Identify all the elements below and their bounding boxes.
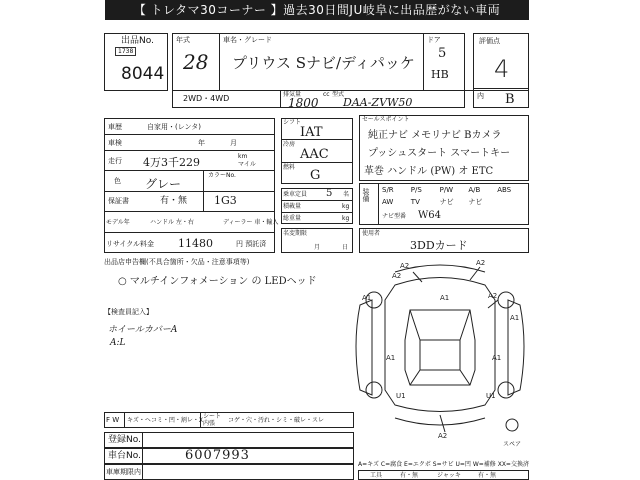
notes-label: 出品店申告欄(不具合箇所・欠品・注意事項等): [104, 258, 250, 266]
capacity-unit: 名: [343, 191, 350, 198]
car-windshield: [410, 310, 470, 340]
interior-value: B: [505, 92, 515, 107]
fuel-value: G: [310, 168, 321, 183]
score-label: 評価点: [479, 37, 500, 45]
chassis-value: 6007993: [185, 448, 250, 463]
inspection-label: 車検: [108, 139, 122, 147]
sales-point-label: セールスポイント: [362, 116, 410, 123]
color-no-value: 1G3: [214, 194, 237, 207]
lot-number: 8044: [121, 64, 165, 84]
sales-point-line-1: 純正ナビ メモリナビ Bカメラ: [368, 130, 502, 141]
color-label: 色: [114, 177, 121, 185]
model-label: 車名・グレード: [223, 36, 272, 44]
body-type: HB: [431, 68, 449, 81]
equipment-item: ナビ: [439, 198, 454, 206]
title-banner: 【 トレタマ30コーナー 】過去30日間JU岐阜に出品歴がない車両: [105, 0, 529, 20]
notes-text: ○ マルチインフォメーション の LEDヘッド: [118, 276, 317, 287]
tool-options: 有・無: [400, 472, 419, 479]
mileage-unit-mile: マイル: [238, 161, 256, 168]
load-unit: kg: [342, 203, 350, 210]
equipment-item: ABS: [497, 186, 512, 194]
rear-bumper: [395, 418, 485, 425]
drive-options: 2WD・4WD: [183, 94, 230, 103]
fw-label: F W: [106, 416, 120, 424]
expiry-label: 名変期限: [283, 230, 308, 237]
shift-value: IAT: [300, 125, 323, 140]
recycle-value: 11480: [178, 237, 213, 250]
warranty-options: 有・無: [160, 196, 188, 206]
score-value: 4: [494, 55, 510, 83]
damage-mark: U1: [486, 392, 496, 400]
mark-line: [488, 300, 498, 308]
equipment-item: A/B: [468, 186, 481, 194]
damage-mark: A1: [362, 294, 372, 302]
sales-point-line-2: プッシュスタート スマートキー: [368, 148, 511, 159]
registration-label: 登録No.: [108, 435, 141, 445]
mark-line: [440, 415, 445, 432]
left-side-panel: [356, 300, 372, 395]
inspector-line-1: ホイールカバーA: [108, 325, 178, 335]
owner-value: 3DDカード: [410, 239, 468, 252]
spare-label: スペア: [503, 441, 522, 448]
damage-mark: A2: [488, 292, 498, 300]
model-code-label: 型式: [332, 91, 345, 98]
mileage-value: 4万3千229: [143, 156, 200, 169]
navi-model-value: W64: [418, 210, 442, 221]
shift-label: シフト: [283, 119, 302, 126]
load-label: 積載量: [283, 203, 302, 210]
equipment-item: P/S: [410, 186, 422, 194]
damage-mark: A1: [492, 354, 502, 362]
inspector-label: 【検査員記入】: [104, 308, 153, 316]
expiry-month: 月: [314, 244, 321, 251]
recycle-unit: 円 預託済: [236, 240, 267, 248]
rear-left-wheel: [366, 382, 382, 398]
inspection-year: 年: [198, 139, 205, 147]
history-options: 自家用・(レンタ): [147, 123, 202, 131]
lot-label: 出品No.: [121, 36, 154, 46]
damage-mark: A1: [510, 314, 520, 322]
damage-mark: A2: [476, 259, 486, 267]
interior-label: 内: [477, 92, 484, 100]
mileage-label: 走行: [108, 157, 122, 165]
color-value: グレー: [145, 177, 182, 191]
equipment-item: ナビ: [468, 198, 483, 206]
dealer-label: ディーラー 車・輸入: [223, 219, 279, 226]
damage-mark: A1: [386, 354, 396, 362]
damage-mark: A2: [400, 262, 410, 270]
car-rear-window: [410, 370, 470, 385]
inspector-line-2: A:L: [110, 338, 126, 348]
chassis-label: 車台No.: [108, 451, 141, 461]
rear-right-wheel: [498, 382, 514, 398]
spare-tire: [506, 419, 518, 431]
repair-label: 車庫期限内: [106, 468, 141, 476]
damage-mark: U1: [396, 392, 406, 400]
car-roof-outline: [405, 310, 475, 385]
weight-unit: kg: [342, 215, 350, 222]
seat-options: コゲ・穴・汚れ・シミ・破レ・スレ: [228, 417, 325, 424]
model-code-value: DAA-ZVW50: [343, 96, 413, 109]
equipment-label: 装備: [362, 188, 370, 202]
jack-label: ジャッキ: [437, 472, 461, 479]
handle-label: ハンドル 左・右: [150, 219, 194, 226]
year-value: 28: [183, 50, 209, 74]
displacement-label: 排気量: [283, 91, 302, 98]
equipment-item: AW: [382, 198, 394, 206]
model-value: プリウス Sナビ/ディパッケ: [232, 54, 415, 72]
fw-options: キズ・ヘコミ・凹・割レ・X: [127, 417, 203, 424]
inspection-month: 月: [230, 139, 237, 147]
equipment-item: P/W: [439, 186, 454, 194]
year-label: 年式: [176, 36, 190, 44]
doors-label: ドア: [427, 36, 441, 44]
damage-mark: A1: [440, 294, 450, 302]
model-year-label: モデル年: [106, 219, 130, 226]
car-roof-panel: [420, 340, 460, 370]
recycle-label: リサイクル料金: [106, 240, 155, 248]
aircon-label: 冷房: [283, 141, 296, 148]
owner-label: 使用者: [362, 230, 381, 237]
displacement-value: 1800: [288, 96, 319, 110]
jack-options: 有・無: [478, 472, 497, 479]
history-label: 車歴: [108, 123, 122, 131]
expiry-day: 日: [342, 244, 349, 251]
warranty-label: 保証書: [108, 197, 129, 205]
displacement-unit: cc: [323, 91, 330, 98]
aircon-value: AAC: [300, 147, 329, 162]
front-right-wheel: [498, 292, 514, 308]
lot-sub-number: 1738: [115, 47, 136, 56]
equipment-item: TV: [410, 198, 420, 206]
fuel-label: 燃料: [283, 164, 296, 171]
weight-label: 総重量: [283, 215, 302, 222]
doors-value: 5: [438, 46, 447, 61]
seat-label: シート 内張: [203, 413, 222, 427]
damage-mark: A2: [438, 432, 448, 440]
navi-model-label: ナビ型番: [382, 213, 407, 220]
damage-legend: A=キズ C=腐食 E=エクボ S=サビ U=凹 W=補修 XX=交換済: [358, 461, 529, 468]
capacity-value: 5: [326, 188, 333, 199]
damage-mark: A2: [392, 272, 402, 280]
repair-row: [104, 464, 354, 480]
mark-line: [413, 272, 422, 282]
color-no-label: カラーNo.: [208, 172, 236, 179]
capacity-label: 乗車定員: [283, 191, 308, 198]
sales-point-line-3: 革巻 ハンドル (PW) オ ETC: [364, 166, 494, 177]
tool-label: 工具: [370, 472, 383, 479]
equipment-item: S/R: [382, 186, 394, 194]
mileage-unit-km: km: [238, 153, 248, 160]
